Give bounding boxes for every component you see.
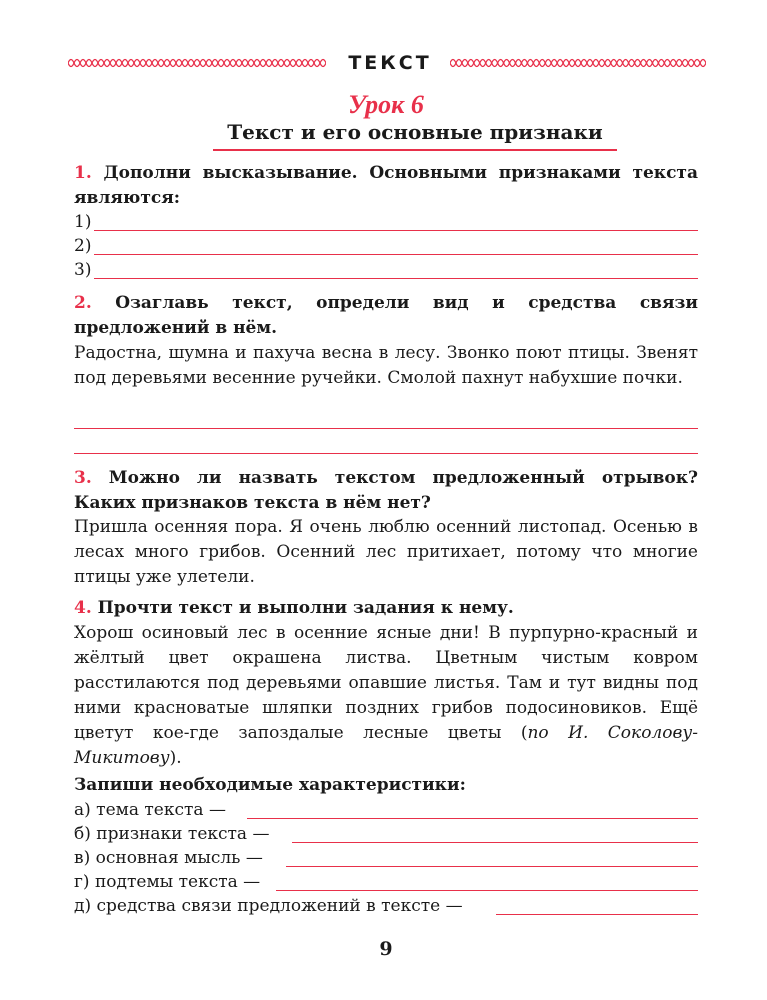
task-1-number: 1.: [74, 163, 92, 183]
page-number: 9: [379, 938, 393, 960]
passage-end: ).: [169, 748, 182, 768]
task-2-passage: Радостна, шумна и пахуча весна в лесу. Звонко поют птицы. Звенят под деревьями весенние ручейки. Смолой пахнут набухшие почки.: [74, 343, 698, 388]
task-2-number: 2.: [74, 293, 92, 313]
task-1-text: Дополни высказывание. Основными признаками текста являются:: [74, 163, 698, 208]
answer-line: [94, 278, 698, 279]
task-3-prompt: [74, 466, 698, 516]
answer-line[interactable]: [74, 453, 698, 454]
characteristic-label: а) тема текста —: [74, 800, 226, 820]
characteristic-label: г) подтемы текста —: [74, 872, 261, 892]
characteristic-subtopics[interactable]: [74, 870, 698, 894]
characteristic-topic[interactable]: [74, 798, 698, 822]
characteristics-heading: Запиши необходимые характеристики:: [74, 775, 466, 795]
answer-label: 2): [74, 236, 92, 256]
answer-label: 3): [74, 260, 92, 280]
task-1-answer-2[interactable]: [74, 234, 698, 258]
task-3-text: Можно ли назвать текстом предложенный отрывок? Каких признаков текста в нём нет?: [74, 468, 699, 513]
task-1-answer-3[interactable]: [74, 258, 698, 282]
characteristic-connections[interactable]: [74, 894, 698, 918]
left-ornament: [68, 56, 326, 70]
right-ornament: [450, 56, 706, 70]
answer-label: 1): [74, 212, 92, 232]
task-2-text: Озаглавь текст, определи вид и средства связи предложений в нём.: [74, 293, 699, 338]
task-4-prompt: [74, 596, 698, 621]
answer-line[interactable]: [74, 428, 698, 429]
answer-line: [94, 230, 698, 231]
answer-line: [276, 890, 698, 891]
passage-text: Хорош осиновый лес в осенние ясные дни! В пурпурно-красный и жёлтый цвет окрашена листва. Цветным чистым ковром расстилаются под деревьями опавшие листья. Там и тут видны под ними красноватые шляпки поздних грибов подосиновиков. Ещё цветут кое-где запоздалые лесные цветы (: [74, 623, 698, 743]
characteristic-features[interactable]: [74, 822, 698, 846]
task-1-answer-1[interactable]: [74, 210, 698, 234]
passage-source: по И. Соколову-Микитову: [74, 723, 698, 768]
characteristic-label: в) основная мысль —: [74, 848, 263, 868]
textbook-page: [74, 0, 698, 1000]
task-4-passage: [74, 621, 698, 771]
answer-line: [247, 818, 698, 819]
characteristic-label: б) признаки текста —: [74, 824, 270, 844]
lesson-title: Урок 6: [348, 90, 424, 119]
answer-line: [496, 914, 698, 915]
task-4-text: Прочти текст и выполни задания к нему.: [97, 598, 514, 618]
characteristic-label: д) средства связи предложений в тексте —: [74, 896, 463, 916]
answer-line: [292, 842, 698, 843]
task-2-prompt: [74, 291, 698, 341]
answer-line: [286, 866, 698, 867]
task-3-passage: Пришла осенняя пора. Я очень люблю осенний листопад. Осенью в лесах много грибов. Осенний лес притихает, потому что многие птицы уже улетели.: [74, 517, 698, 587]
answer-line: [94, 254, 698, 255]
characteristic-main-idea[interactable]: [74, 846, 698, 870]
task-1-prompt: [74, 161, 698, 211]
section-title: ТЕКСТ: [348, 52, 432, 74]
section-header: [74, 52, 698, 76]
task-3-number: 3.: [74, 468, 92, 488]
lesson-topic: Текст и его основные признаки: [213, 120, 617, 151]
task-4-number: 4.: [74, 598, 92, 618]
